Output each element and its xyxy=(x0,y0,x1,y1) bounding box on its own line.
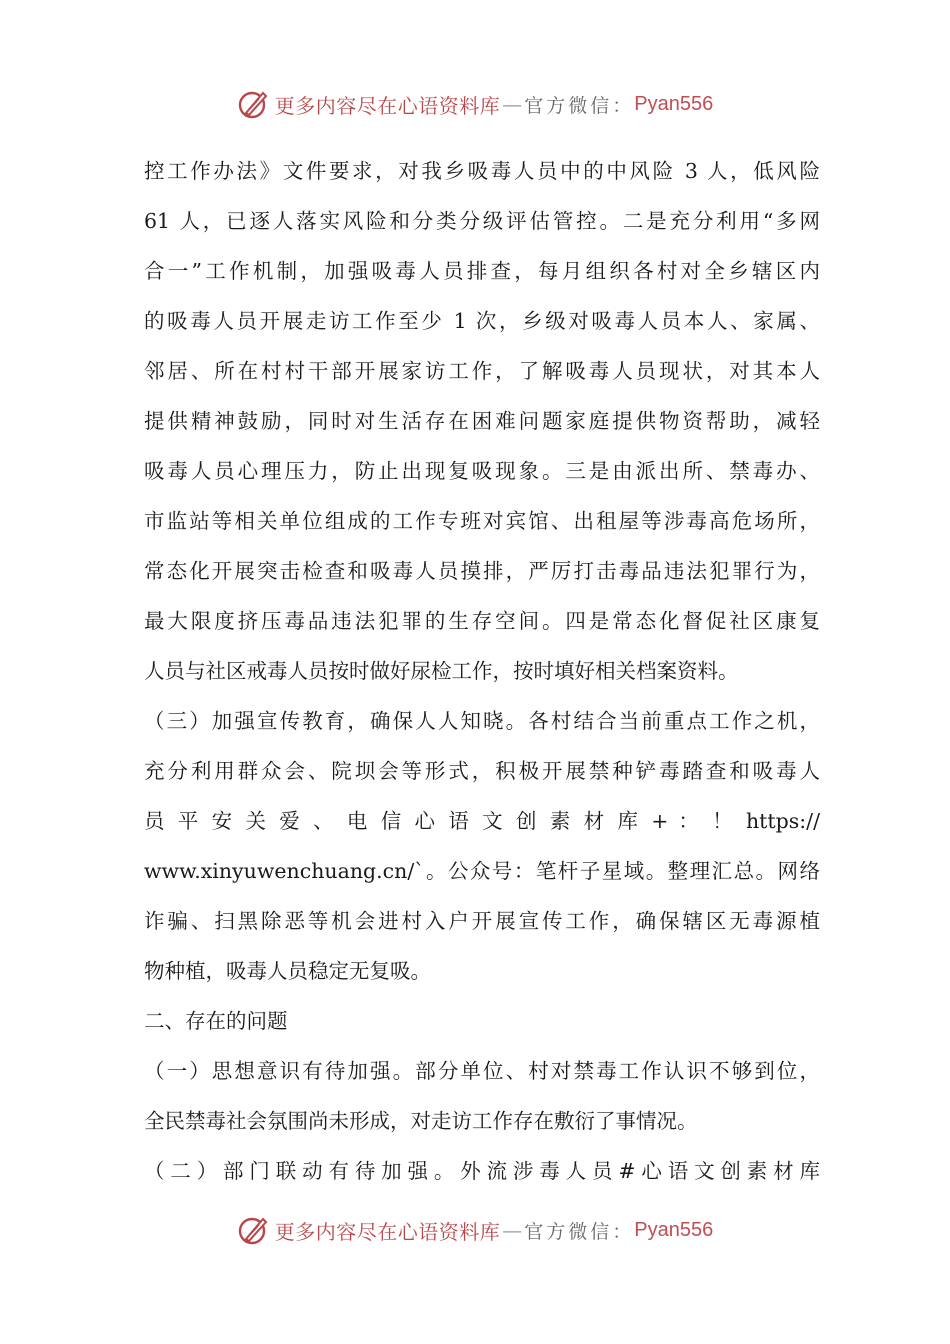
quill-logo-icon xyxy=(237,87,271,121)
document-body xyxy=(144,146,820,1196)
banner-wechat-id: Pyan556 xyxy=(634,92,714,115)
text-line: 邻居、所在村村干部开展家访工作，了解吸毒人员现状，对其本人 xyxy=(144,359,820,383)
text-line: 提供精神鼓励，同时对生活存在困难问题家庭提供物资帮助，减轻 xyxy=(144,409,820,433)
text-line: 最大限度挤压毒品违法犯罪的生存空间。四是常态化督促社区康复 xyxy=(144,609,820,633)
text-line: 人员与社区戒毒人员按时做好尿检工作，按时填好相关档案资料。 xyxy=(144,659,739,683)
banner-official-label: 官方微信： xyxy=(524,94,635,117)
text-line: 全民禁毒社会氛围尚未形成，对走访工作存在敷衍了事情况。 xyxy=(144,1109,698,1133)
watermark-banner-bottom xyxy=(0,1210,950,1250)
text-line: 充分利用群众会、院坝会等形式，积极开展禁种铲毒踏查和吸毒人 xyxy=(144,759,820,783)
text-line: 物种植，吸毒人员稳定无复吸。 xyxy=(144,959,431,983)
banner-text: 更多内容尽在心语资料库 xyxy=(274,93,501,118)
text-line: 61 人，已逐人落实风险和分类分级评估管控。二是充分利用“多网 xyxy=(144,209,820,233)
text-line: 控工作办法》文件要求，对我乡吸毒人员中的中风险 3 人，低风险 xyxy=(144,159,820,183)
text-line: 吸毒人员心理压力，防止出现复吸现象。三是由派出所、禁毒办、 xyxy=(144,459,820,483)
text-line: 的吸毒人员开展走访工作至少 1 次，乡级对吸毒人员本人、家属、 xyxy=(144,309,820,333)
watermark-banner-top xyxy=(0,84,950,124)
text-line: 常态化开展突击检查和吸毒人员摸排，严厉打击毒品违法犯罪行为， xyxy=(144,559,820,583)
text-line: （三）加强宣传教育，确保人人知晓。各村结合当前重点工作之机， xyxy=(144,709,820,733)
banner-dash: — xyxy=(502,1218,523,1242)
banner-dash: — xyxy=(502,92,523,116)
text-line: 员 平 安 关 爱 、 电 信 心 语 文 创 素 材 库 + ： ！ https:// xyxy=(144,809,820,833)
text-line: 市监站等相关单位组成的工作专班对宾馆、出租屋等涉毒高危场所， xyxy=(144,509,820,533)
banner-text: 更多内容尽在心语资料库 xyxy=(274,1219,501,1244)
quill-logo-icon xyxy=(237,1213,271,1247)
text-line: 诈骗、扫黑除恶等机会进村入户开展宣传工作，确保辖区无毒源植 xyxy=(144,909,820,933)
text-line: （二）部门联动有待加强。外流涉毒人员#心语文创素材库 xyxy=(144,1159,820,1183)
text-line: www.xinyuwenchuang.cn/`。公众号：笔杆子星域。整理汇总。网络 xyxy=(144,859,820,883)
text-line: 合一”工作机制，加强吸毒人员排查，每月组织各村对全乡辖区内 xyxy=(144,259,820,283)
text-line: （一）思想意识有待加强。部分单位、村对禁毒工作认识不够到位， xyxy=(144,1059,820,1083)
text-line: 二、存在的问题 xyxy=(144,1009,288,1033)
banner-wechat-id: Pyan556 xyxy=(634,1218,714,1241)
banner-official-label: 官方微信： xyxy=(524,1220,635,1243)
